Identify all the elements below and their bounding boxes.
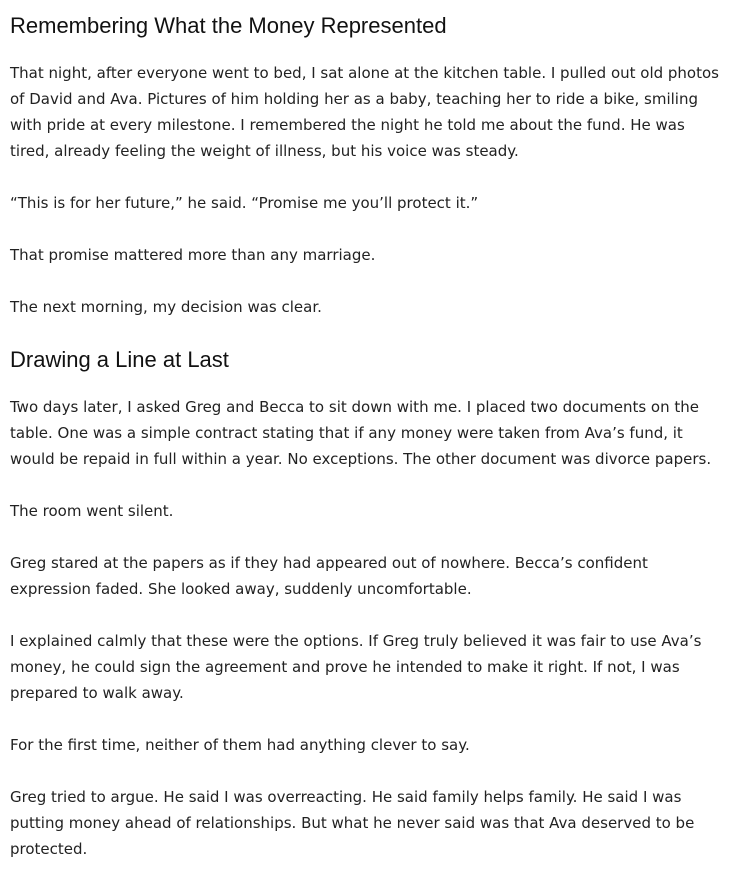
paragraph: “This is for her future,” he said. “Promise me you’ll protect it.” xyxy=(10,194,479,212)
paragraph: That promise mattered more than any marriage. xyxy=(10,246,376,264)
paragraph: The next morning, my decision was clear. xyxy=(10,298,322,316)
section-heading: Drawing a Line at Last xyxy=(10,347,229,372)
paragraph: That night, after everyone went to bed, I sat alone at the kitchen table. I pulled out old photos of David and Ava. Pictures of him holding her as a baby, teaching her to ride a bike, smiling with pride at every milestone. I remembered the night he told me about the fund. He was tired, already feeling the weight of illness, but his voice was steady. xyxy=(10,64,719,160)
paragraph: For the first time, neither of them had anything clever to say. xyxy=(10,736,470,754)
paragraph: Two days later, I asked Greg and Becca to sit down with me. I placed two documents on the table. One was a simple contract stating that if any money were taken from Ava’s fund, it would be repaid in full within a year. No exceptions. The other document was divorce papers. xyxy=(10,398,712,468)
paragraph: Greg tried to argue. He said I was overreacting. He said family helps family. He said I was putting money ahead of relationships. But what he never said was that Ava deserved to be protected. xyxy=(10,788,695,858)
paragraph: I explained calmly that these were the options. If Greg truly believed it was fair to use Ava’s money, he could sign the agreement and prove he intended to make it right. If not, I was prepared to walk away. xyxy=(10,632,702,702)
paragraph: Greg stared at the papers as if they had appeared out of nowhere. Becca’s confident expression faded. She looked away, suddenly uncomfortable. xyxy=(10,554,648,598)
paragraph: The room went silent. xyxy=(10,502,174,520)
section-heading: Remembering What the Money Represented xyxy=(10,13,447,38)
article-body xyxy=(10,0,720,862)
